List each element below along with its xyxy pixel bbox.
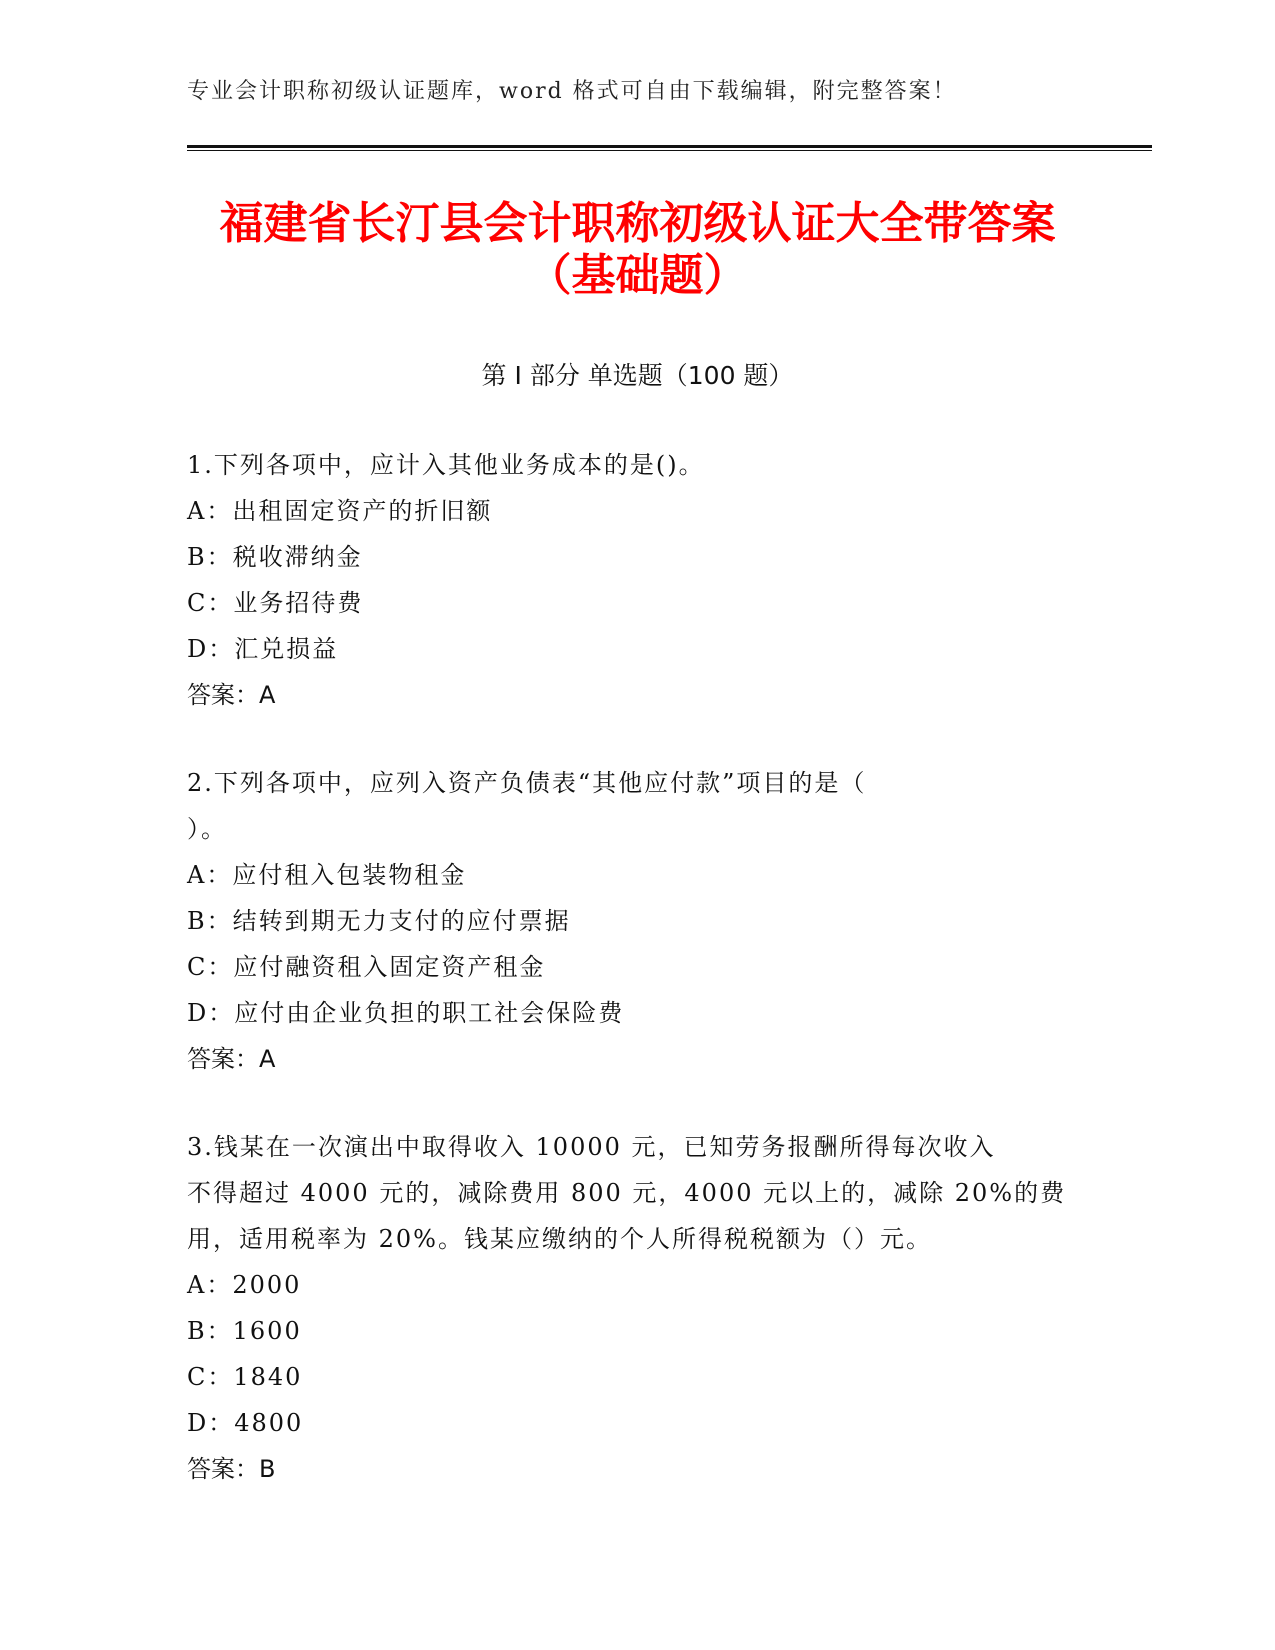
- option-b: B：结转到期无力支付的应付票据: [187, 907, 571, 935]
- document-title-line-2: （基础题）: [527, 250, 748, 301]
- question-text-line: ）。: [187, 815, 227, 843]
- question-text-line: 不得超过 4000 元的，减除费用 800 元，4000 元以上的，减除 20%的费: [187, 1179, 1067, 1207]
- question-3: [187, 1124, 1087, 1492]
- header-rule-thick: [187, 145, 1152, 148]
- option-a: A：2000: [187, 1271, 302, 1299]
- option-a: A：出租固定资产的折旧额: [187, 497, 493, 525]
- option-a: A：应付租入包装物租金: [187, 861, 467, 889]
- option-d: D：4800: [187, 1409, 304, 1437]
- question-1: [187, 442, 1087, 718]
- option-c: C：业务招待费: [187, 589, 364, 617]
- question-2: [187, 760, 1087, 1082]
- answer: 答案：A: [187, 681, 276, 709]
- answer: 答案：B: [187, 1455, 276, 1483]
- question-text-line: 用，适用税率为 20%。钱某应缴纳的个人所得税税额为（）元。: [187, 1225, 932, 1253]
- option-c: C：应付融资租入固定资产租金: [187, 953, 546, 981]
- question-text-line: 1.下列各项中，应计入其他业务成本的是()。: [187, 451, 705, 479]
- question-text-line: 3.钱某在一次演出中取得收入 10000 元，已知劳务报酬所得每次收入: [187, 1133, 996, 1161]
- answer: 答案：A: [187, 1045, 276, 1073]
- section-heading: 第 I 部分 单选题（100 题）: [481, 361, 794, 390]
- header-rule-thin: [187, 150, 1152, 151]
- question-list: [187, 442, 1087, 1534]
- option-d: D：汇兑损益: [187, 635, 339, 663]
- option-c: C：1840: [187, 1363, 303, 1391]
- option-d: D：应付由企业负担的职工社会保险费: [187, 999, 625, 1027]
- option-b: B：税收滞纳金: [187, 543, 363, 571]
- question-text-line: 2.下列各项中，应列入资产负债表“其他应付款”项目的是（: [187, 769, 867, 797]
- header-note: 专业会计职称初级认证题库，word 格式可自由下载编辑，附完整答案！: [187, 79, 957, 104]
- document-title-line-1: 福建省长汀县会计职称初级认证大全带答案: [219, 198, 1056, 249]
- option-b: B：1600: [187, 1317, 302, 1345]
